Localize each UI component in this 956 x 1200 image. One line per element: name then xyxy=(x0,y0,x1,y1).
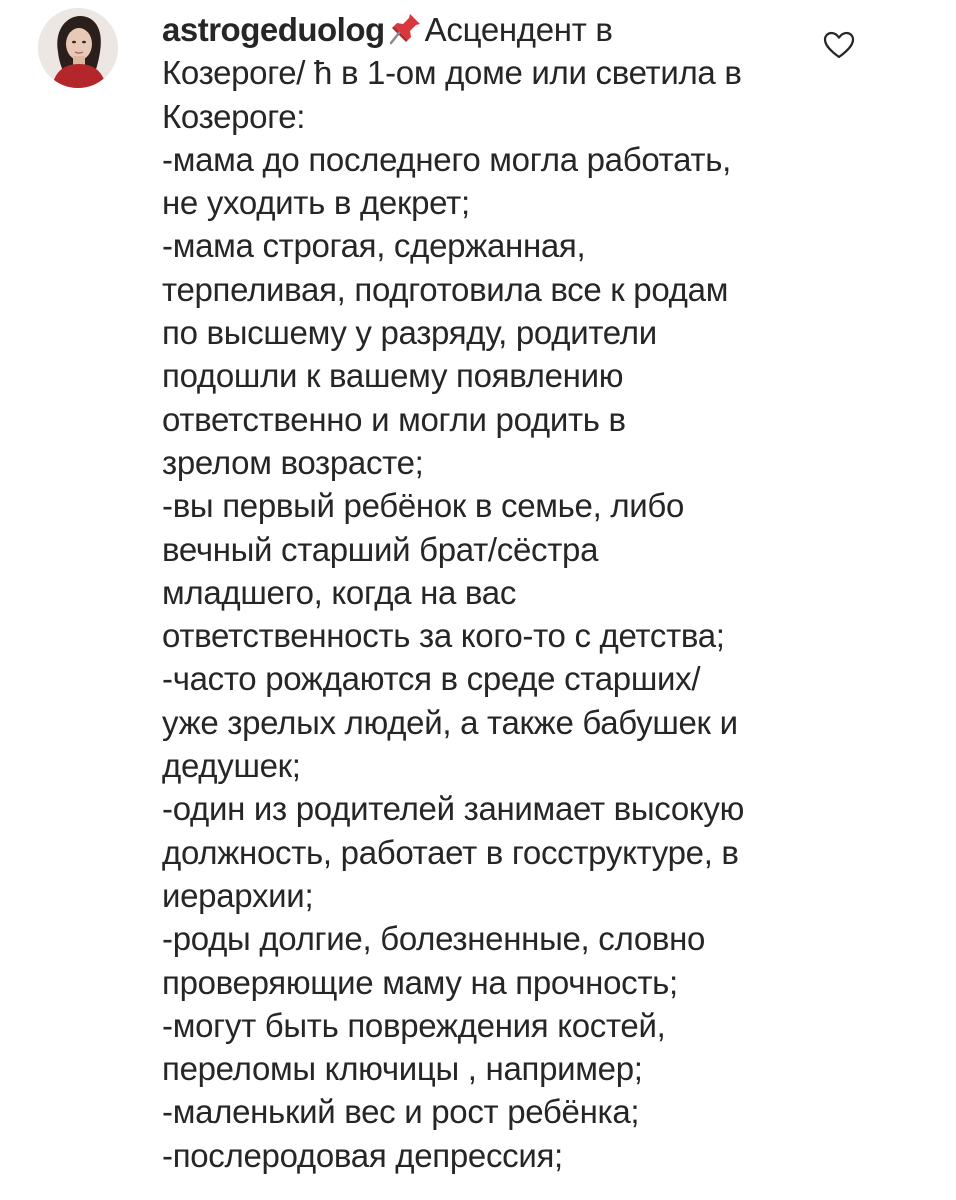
avatar[interactable] xyxy=(38,8,118,88)
comment-line: ответственно и могли родить в xyxy=(162,400,626,438)
comment-line: -часто рождаются в среде старших/ xyxy=(162,660,701,698)
comment-line: -послеродовая депрессия; xyxy=(162,1136,563,1174)
comment-line: по высшему у разряду, родители xyxy=(162,314,657,352)
comment-text xyxy=(162,8,812,1177)
comment-line: -роды долгие, болезненные, словно xyxy=(162,920,706,958)
pushpin-icon xyxy=(389,11,423,45)
comment-line: должность, работает в госструктуре, в xyxy=(162,833,739,871)
comment-line: ответственность за кого-то с детства; xyxy=(162,617,725,655)
username[interactable]: astrogeduolog xyxy=(162,11,385,48)
comment-line: вечный старший брат/сёстра xyxy=(162,530,599,568)
comment-line: не уходить в декрет; xyxy=(162,184,470,222)
comment-line: -мама до последнего могла работать, xyxy=(162,140,731,178)
avatar-image xyxy=(38,8,118,88)
comment-line: терпеливая, подготовила все к родам xyxy=(162,270,729,308)
comment-line: Козероге: xyxy=(162,97,306,135)
comment-line: Козероге/ ħ в 1-ом доме или светила в xyxy=(162,54,742,92)
comment-line: зрелом возрасте; xyxy=(162,443,424,481)
comment-line: -один из родителей занимает высокую xyxy=(162,790,745,828)
comment-line: дедушек; xyxy=(162,747,301,785)
comment-line: -мама строгая, сдержанная, xyxy=(162,227,586,265)
comment-line: -могут быть повреждения костей, xyxy=(162,1006,666,1044)
comment-first-line xyxy=(162,8,812,51)
comment-line: уже зрелых людей, а также бабушек и xyxy=(162,703,738,741)
comment-first-line-text: Асцендент в xyxy=(424,11,613,48)
heart-outline-icon[interactable] xyxy=(822,30,856,60)
comment-line: -вы первый ребёнок в семье, либо xyxy=(162,487,685,525)
comment-line: иерархии; xyxy=(162,876,314,914)
comment-line: младшего, когда на вас xyxy=(162,573,517,611)
comment-line: переломы ключицы , например; xyxy=(162,1050,643,1088)
comment-line: проверяющие маму на прочность; xyxy=(162,963,678,1001)
comment-line: -маленький вес и рост ребёнка; xyxy=(162,1093,640,1131)
comment-line: подошли к вашему появлению xyxy=(162,357,624,395)
